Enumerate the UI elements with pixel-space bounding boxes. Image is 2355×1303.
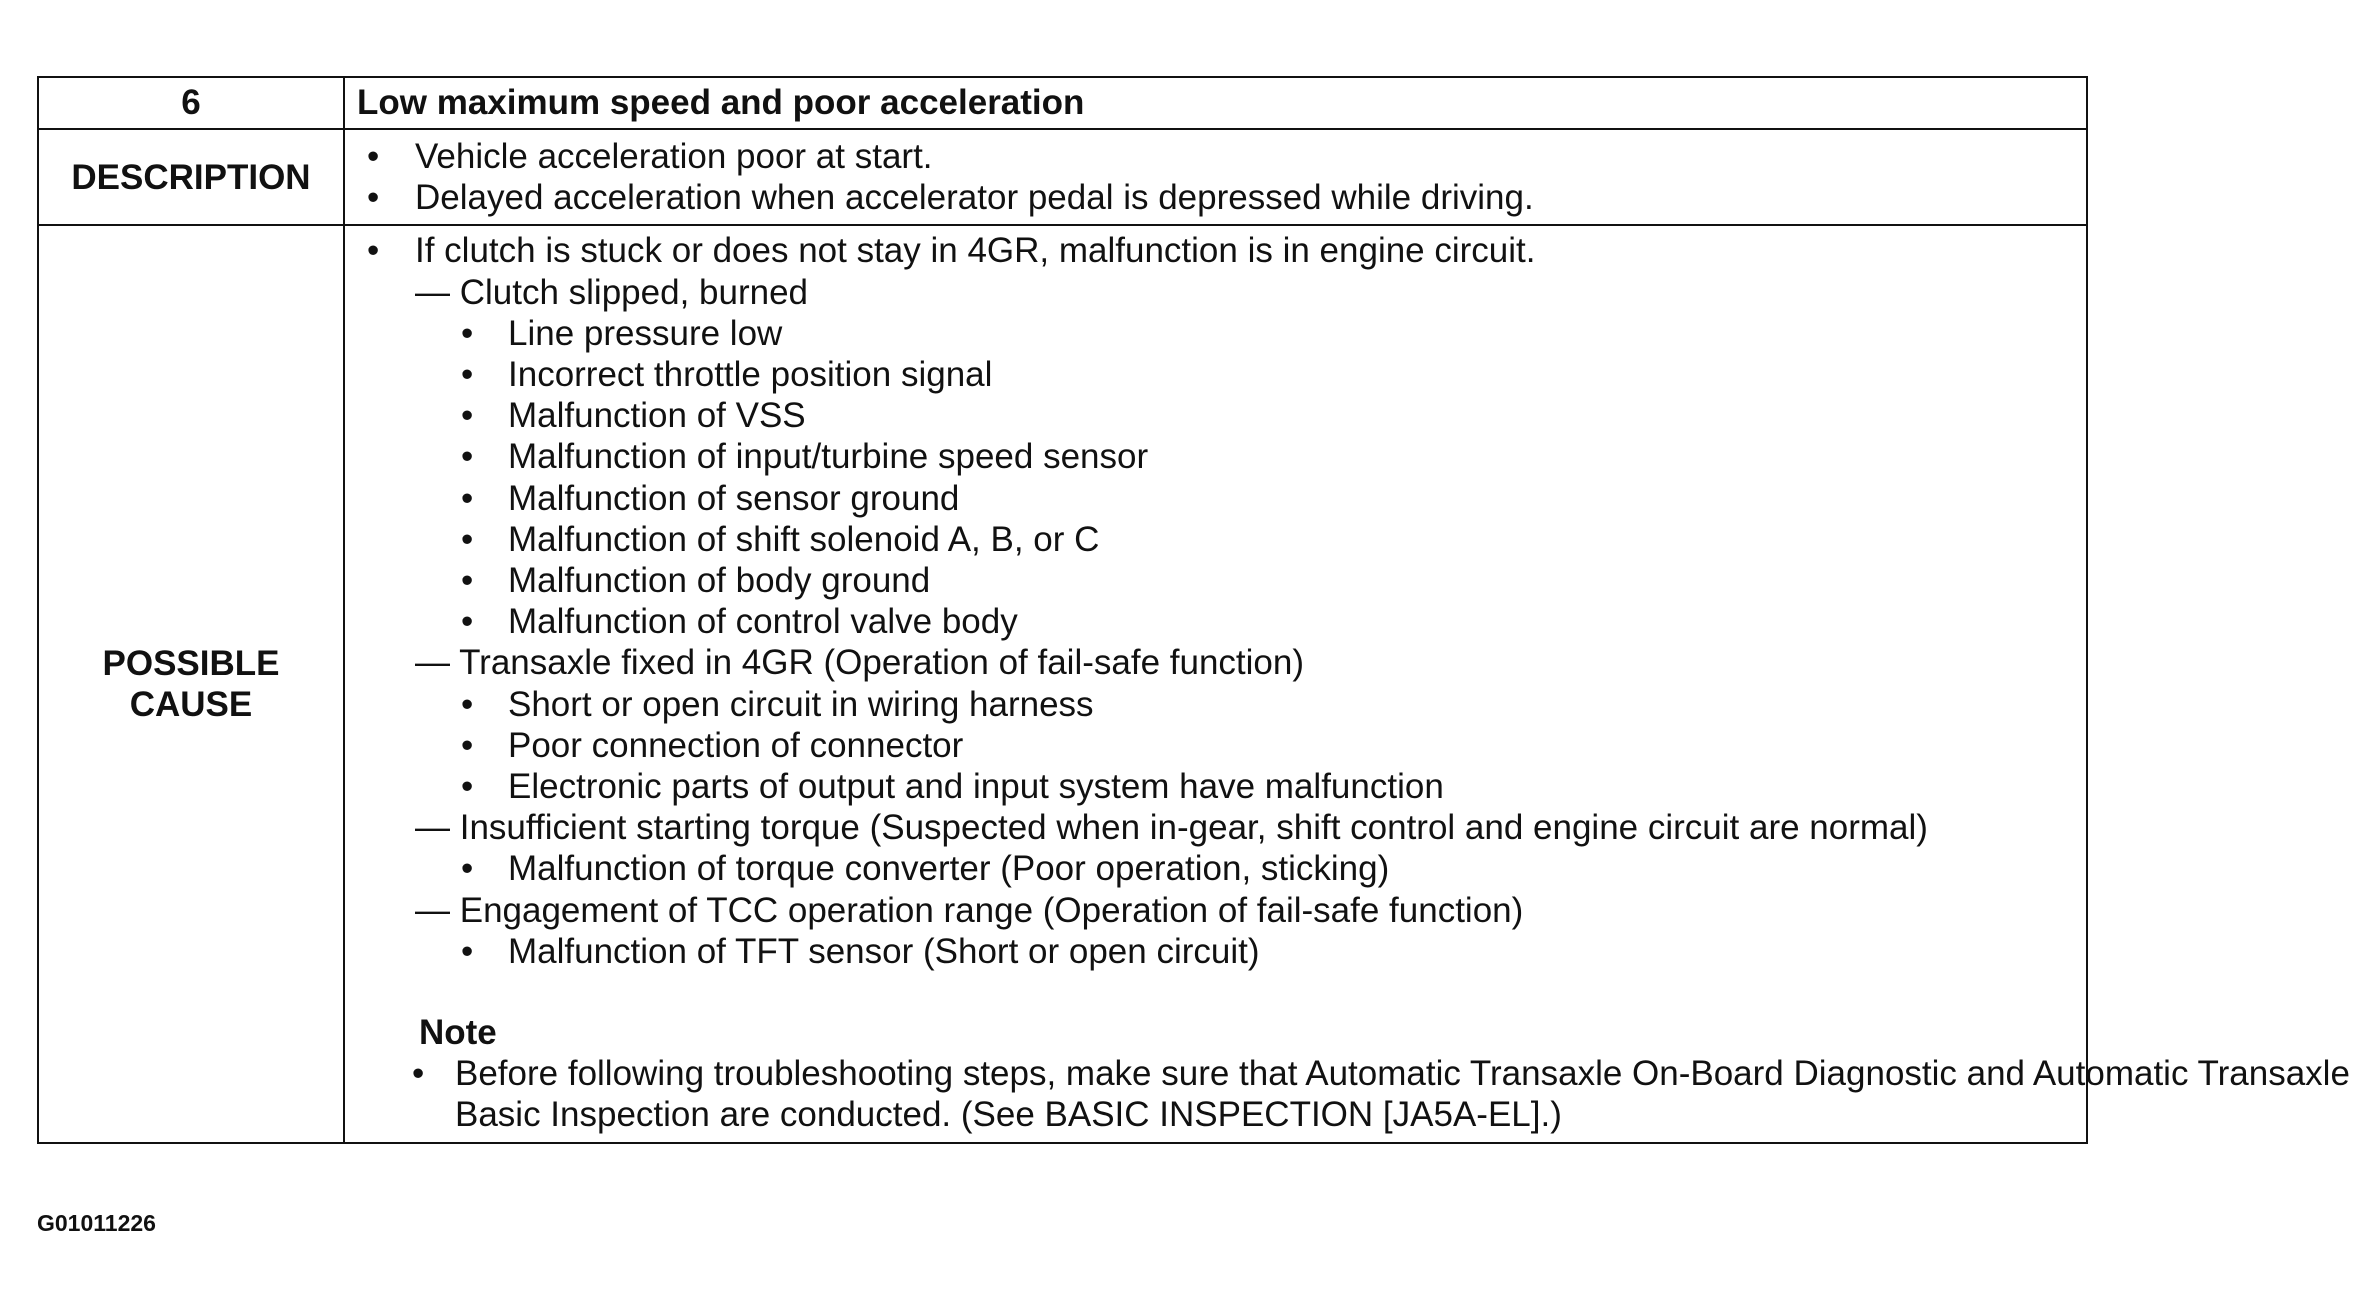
cause-item: • Poor connection of connector bbox=[345, 725, 2086, 766]
cause-item: • Malfunction of sensor ground bbox=[345, 478, 2086, 519]
cause-group-heading: — Insufficient starting torque (Suspected when in-gear, shift control and engine circuit are normal) bbox=[415, 808, 1928, 848]
possible-cause-row bbox=[38, 225, 2087, 1142]
header-row bbox=[38, 77, 2087, 129]
item-title: Low maximum speed and poor acceleration bbox=[344, 77, 2087, 129]
cause-group-heading: — Engagement of TCC operation range (Operation of fail-safe function) bbox=[415, 890, 1524, 930]
cause-item: • Malfunction of body ground bbox=[345, 560, 2086, 601]
possible-cause-label-line1: POSSIBLE bbox=[102, 643, 280, 683]
cause-item: • Malfunction of VSS bbox=[345, 395, 2086, 436]
cause-item: • Short or open circuit in wiring harness bbox=[345, 684, 2086, 725]
cause-group-heading: — Transaxle fixed in 4GR (Operation of fail-safe function) bbox=[415, 643, 1305, 683]
cause-item: • Line pressure low bbox=[345, 313, 2086, 354]
description-bullet: • Vehicle acceleration poor at start. bbox=[345, 136, 2086, 177]
cause-item: • Malfunction of torque converter (Poor operation, sticking) bbox=[345, 848, 2086, 889]
cause-item: • Incorrect throttle position signal bbox=[345, 354, 2086, 395]
possible-cause-cell bbox=[344, 225, 2350, 1142]
troubleshooting-table bbox=[37, 76, 2350, 1144]
description-row bbox=[38, 129, 2087, 225]
cause-item: • Malfunction of input/turbine speed sensor bbox=[345, 436, 2086, 477]
cause-group-heading: — Clutch slipped, burned bbox=[415, 272, 808, 312]
cause-item: • Malfunction of shift solenoid A, B, or C bbox=[345, 519, 2086, 560]
description-bullet: • Delayed acceleration when accelerator pedal is depressed while driving. bbox=[345, 177, 2086, 218]
description-cell bbox=[344, 129, 2087, 225]
figure-code: G01011226 bbox=[37, 1210, 156, 1236]
possible-cause-label-line2: CAUSE bbox=[129, 685, 253, 725]
note-heading: Note bbox=[419, 1013, 497, 1053]
cause-item: • Electronic parts of output and input system have malfunction bbox=[345, 766, 2086, 807]
item-number: 6 bbox=[38, 77, 344, 129]
description-label: DESCRIPTION bbox=[38, 129, 344, 225]
possible-cause-label bbox=[38, 225, 344, 1142]
cause-item: • Malfunction of TFT sensor (Short or open circuit) bbox=[345, 931, 2086, 972]
cause-intro-bullet: • If clutch is stuck or does not stay in 4GR, malfunction is in engine circuit. bbox=[345, 230, 2086, 271]
cause-item: • Malfunction of control valve body bbox=[345, 601, 2086, 642]
note-bullet: • Before following troubleshooting steps, make sure that Automatic Transaxle On-Board Diagnostic and Automatic Transaxle Basic Inspection are conducted. (See BASIC INSPECTION [JA5A-EL].) bbox=[345, 1053, 2355, 1135]
